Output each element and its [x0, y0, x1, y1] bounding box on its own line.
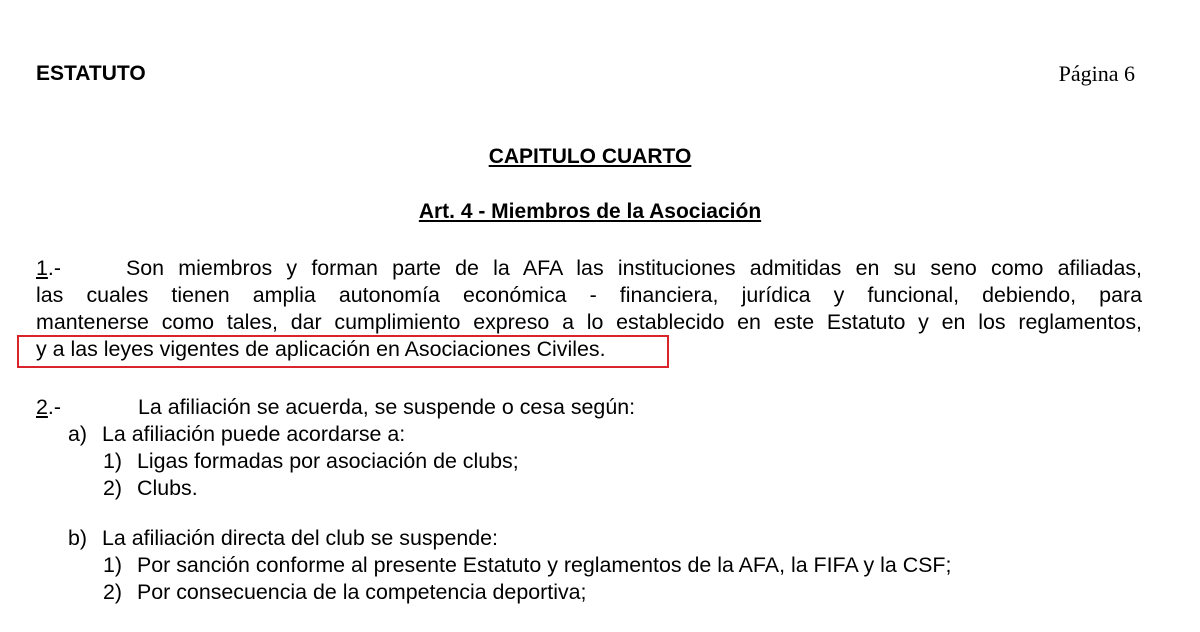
- list-marker: 1): [103, 553, 123, 577]
- paragraph-2-number-suffix: .-: [47, 395, 61, 419]
- paragraph-1-number: 1: [36, 256, 48, 280]
- highlight-box: [17, 335, 669, 368]
- list-item-text: Por consecuencia de la competencia deportiva;: [137, 580, 587, 604]
- paragraph-1-line-3: mantenerse como tales, dar cumplimiento expreso a lo establecido en este Estatuto y en los reglamentos,: [36, 310, 1142, 334]
- paragraph-2-intro: [36, 394, 635, 421]
- list-item-text: La afiliación directa del club se suspende:: [102, 526, 498, 550]
- article-title: Art. 4 - Miembros de la Asociación: [418, 200, 762, 223]
- paragraph-1-line-2: las cuales tienen amplia autonomía económica - financiera, jurídica y funcional, debiendo, para: [36, 283, 1142, 307]
- chapter-title: CAPITULO CUARTO: [488, 145, 692, 168]
- list-item-a: [68, 421, 405, 448]
- list-item-text: La afiliación puede acordarse a:: [102, 422, 406, 446]
- list-marker: a): [68, 422, 88, 446]
- list-item-b-1: [103, 552, 951, 579]
- list-item-a-1: [103, 448, 519, 475]
- paragraph-1-number-suffix: .-: [47, 256, 61, 280]
- list-item-text: Ligas formadas por asociación de clubs;: [137, 449, 519, 473]
- document-title: ESTATUTO: [36, 62, 146, 85]
- list-marker: b): [68, 526, 88, 550]
- page-number: Página 6: [1058, 61, 1135, 86]
- list-item-a-2: [103, 475, 198, 502]
- paragraph-2-number: 2: [36, 395, 48, 419]
- list-marker: 2): [103, 476, 123, 500]
- list-item-b: [68, 525, 498, 552]
- list-item-text: Clubs.: [137, 476, 198, 500]
- paragraph-1-line-1: [36, 255, 1142, 282]
- list-item-text: Por sanción conforme al presente Estatuto y reglamentos de la AFA, la FIFA y la CSF;: [137, 553, 952, 577]
- list-marker: 1): [103, 449, 123, 473]
- list-marker: 2): [103, 580, 123, 604]
- paragraph-1-line-4: y a las leyes vigentes de aplicación en Asociaciones Civiles.: [36, 337, 606, 361]
- paragraph-2-intro-text: La afiliación se acuerda, se suspende o cesa según:: [137, 395, 636, 419]
- paragraph-1-line-1-text: Son miembros y forman parte de la AFA las instituciones admitidas en su seno como afiliadas,: [125, 256, 1142, 280]
- list-item-b-2: [103, 579, 586, 606]
